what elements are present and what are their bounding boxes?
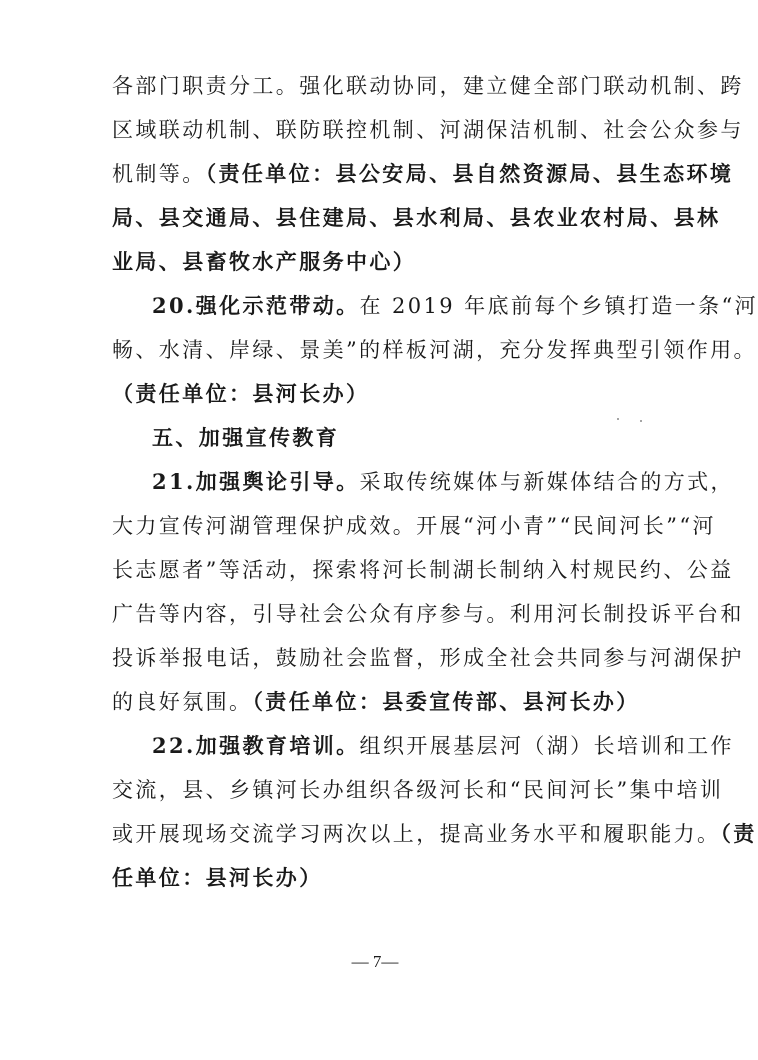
text-run: 大力宣传河湖管理保护成效。开展“河小青”“民间河长”“河 <box>112 514 716 538</box>
scan-speck <box>640 420 642 422</box>
text-line <box>112 555 734 585</box>
text-line <box>152 731 734 761</box>
text-line <box>112 863 652 893</box>
text-line <box>112 203 721 233</box>
section-heading <box>152 423 339 453</box>
scan-speck <box>617 418 619 420</box>
text-line <box>112 379 652 409</box>
bold-text: （责任单位：县公安局、县自然资源局、县生态环境 <box>205 161 734 186</box>
text-run: 各部门职责分工。强化联动协同，建立健全部门联动机制、跨 <box>112 74 744 98</box>
text-run: 的良好氛围。 <box>112 690 253 714</box>
text-run: 机制等。 <box>112 162 206 186</box>
text-line <box>112 775 724 805</box>
text-run: 广告等内容，引导社会公众有序参与。利用河长制投诉平台和 <box>112 602 744 626</box>
bold-text: （责任单位：县委宣传部、县河长办） <box>252 689 640 714</box>
bold-text: 21.加强舆论引导。 <box>152 469 360 494</box>
text-line <box>152 291 758 321</box>
bold-text: （责任单位：县河长办） <box>112 381 370 406</box>
text-line <box>112 159 734 189</box>
text-run: 采取传统媒体与新媒体结合的方式， <box>359 470 734 494</box>
bold-text: 20.强化示范带动。 <box>152 293 360 318</box>
text-line <box>112 599 744 629</box>
text-line <box>112 511 716 541</box>
bold-text: 任单位：县河长办） <box>112 865 323 890</box>
text-run: 畅、水清、岸绿、景美”的样板河湖，充分发挥典型引领作用。 <box>112 338 757 362</box>
text-run: 或开展现场交流学习两次以上，提高业务水平和履职能力。 <box>112 822 721 846</box>
text-run: 长志愿者”等活动，探索将河长制湖长制纳入村规民约、公益 <box>112 558 734 582</box>
text-line <box>112 71 744 101</box>
text-line <box>112 687 652 717</box>
text-line <box>112 335 757 365</box>
text-line <box>152 467 734 497</box>
text-run: 交流，县、乡镇河长办组织各级河长和“民间河长”集中培训 <box>112 778 724 802</box>
text-run: 在 2019 年底前每个乡镇打造一条“河 <box>359 294 758 318</box>
text-run: 区域联动机制、联防联控机制、河湖保洁机制、社会公众参与 <box>112 118 744 142</box>
bold-text: 22.加强教育培训。 <box>152 733 360 758</box>
text-run: 投诉举报电话，鼓励社会监督，形成全社会共同参与河湖保护 <box>112 646 744 670</box>
text-line <box>112 643 744 673</box>
text-line <box>112 115 744 145</box>
bold-text: 业局、县畜牧水产服务中心） <box>112 249 417 274</box>
text-line <box>112 247 652 277</box>
bold-text: 五、加强宣传教育 <box>152 425 340 450</box>
bold-text: （责 <box>720 821 757 846</box>
page-number: — 7— <box>351 952 399 971</box>
text-run: 组织开展基层河（湖）长培训和工作 <box>359 734 734 758</box>
text-line <box>112 819 757 849</box>
bold-text: 局、县交通局、县住建局、县水利局、县农业农村局、县林 <box>112 205 721 230</box>
